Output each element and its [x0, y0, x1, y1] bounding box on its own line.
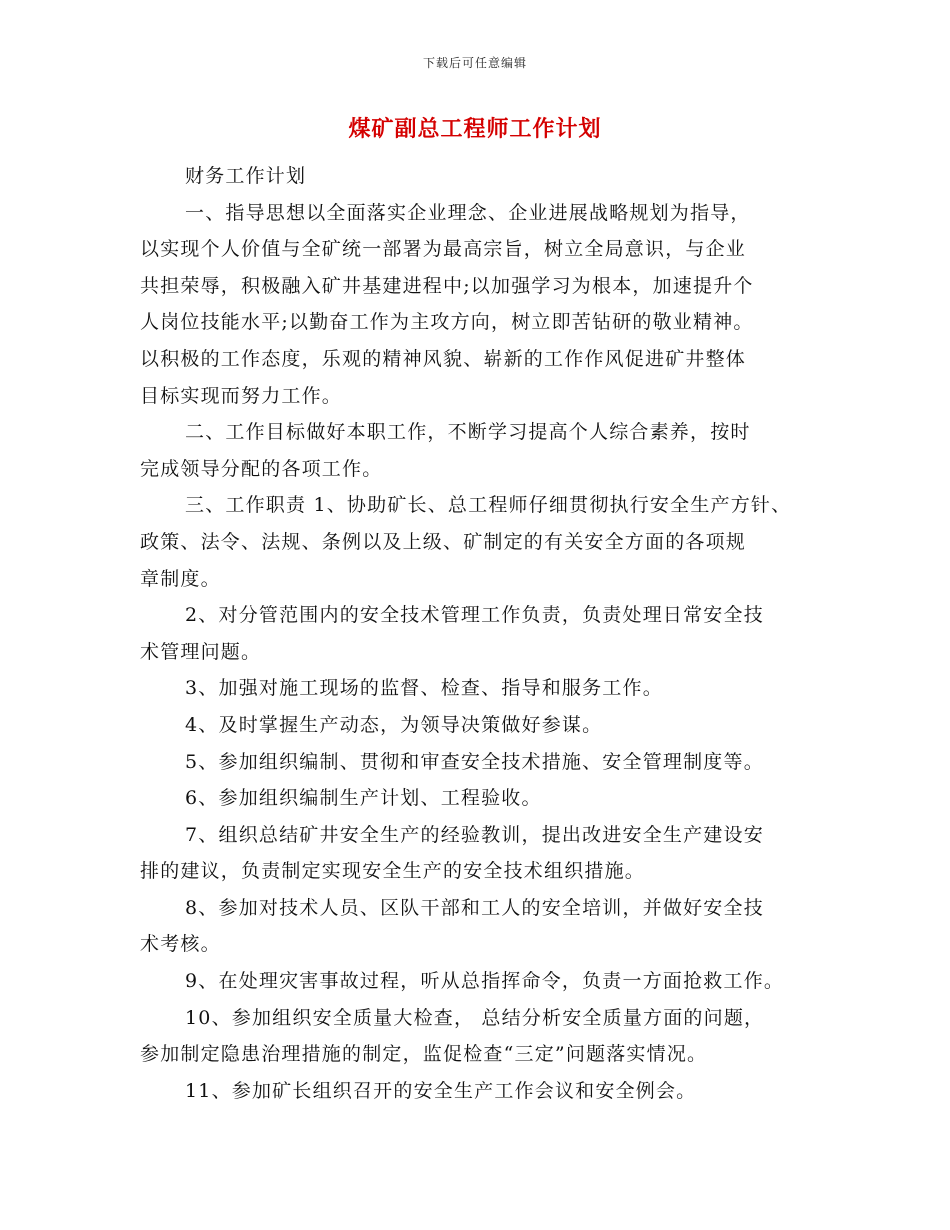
paragraph-line: 完成领导分配的各项工作。 [140, 457, 383, 480]
paragraph-line: 8、参加对技术人员、区队干部和工人的安全培训，并做好安全技 [185, 896, 764, 919]
paragraph [140, 158, 830, 195]
paragraph-line: 目标实现而努力工作。 [140, 384, 343, 407]
paragraph-line: 财务工作计划 [185, 165, 307, 187]
paragraph [140, 963, 830, 1000]
paragraph [140, 414, 830, 487]
header-note: 下载后可任意编辑 [422, 56, 527, 70]
paragraph-line: 以实现个人价值与全矿统一部署为最高宗旨，树立全局意识，与企业 [140, 238, 747, 261]
paragraph-line: 二、工作目标做好本职工作，不断学习提高个人综合素养，按时 [185, 421, 751, 444]
paragraph [140, 817, 830, 890]
paragraph [140, 195, 830, 415]
paragraph-line: 共担荣辱，积极融入矿井基建进程中;以加强学习为根本，加速提升个 [140, 274, 754, 297]
paragraph-line: 4、及时掌握生产动态，为领导决策做好参谋。 [185, 713, 603, 736]
paragraph-line: 以积极的工作态度，乐观的精神风貌、崭新的工作作风促进矿井整体 [140, 347, 747, 370]
paragraph-line: 术管理问题。 [140, 640, 262, 663]
paragraph [140, 670, 830, 707]
paragraph-line: 术考核。 [140, 933, 221, 956]
paragraph [140, 487, 830, 597]
paragraph-line: 一、指导思想以全面落实企业理念、企业进展战略规划为指导， [185, 201, 751, 224]
paragraph-line: 人岗位技能水平;以勤奋工作为主攻方向，树立即苦钻研的敬业精神。 [140, 311, 754, 334]
paragraph [140, 1073, 830, 1110]
paragraph-line: 章制度。 [140, 567, 221, 590]
paragraph [140, 1000, 830, 1073]
paragraph-line: 排的建议，负责制定实现安全生产的安全技术组织措施。 [140, 860, 646, 883]
document-title: 煤矿副总工程师工作计划 [348, 116, 602, 142]
document-body [140, 158, 830, 1109]
paragraph [140, 597, 830, 670]
paragraph-line: 政策、法令、法规、条例以及上级、矿制定的有关安全方面的各项规 [140, 530, 747, 553]
paragraph [140, 707, 830, 744]
paragraph-line: 7、组织总结矿井安全生产的经验教训，提出改进安全生产建设安 [185, 823, 764, 846]
paragraph-line: 6、参加组织编制生产计划、工程验收。 [185, 787, 542, 810]
paragraph-line: 3、加强对施工现场的监督、检查、指导和服务工作。 [185, 677, 663, 700]
paragraph-line: 2、对分管范围内的安全技术管理工作负责，负责处理日常安全技 [185, 604, 764, 627]
paragraph [140, 780, 830, 817]
paragraph-line: 5、参加组织编制、贯彻和审查安全技术措施、安全管理制度等。 [185, 750, 764, 773]
paragraph [140, 744, 830, 781]
paragraph-line: 参加制定隐患治理措施的制定，监促检查“三定”问题落实情况。 [140, 1043, 708, 1066]
paragraph-line: 9、在处理灾害事故过程，听从总指挥命令，负责一方面抢救工作。 [185, 970, 785, 993]
paragraph-line: 11、参加矿长组织召开的安全生产工作会议和安全例会。 [185, 1079, 697, 1102]
paragraph-line: 10、参加组织安全质量大检查， 总结分析安全质量方面的问题， [185, 1006, 765, 1029]
paragraph-line: 三、工作职责 1、协助矿长、总工程师仔细贯彻执行安全生产方针、 [185, 494, 792, 517]
paragraph [140, 890, 830, 963]
